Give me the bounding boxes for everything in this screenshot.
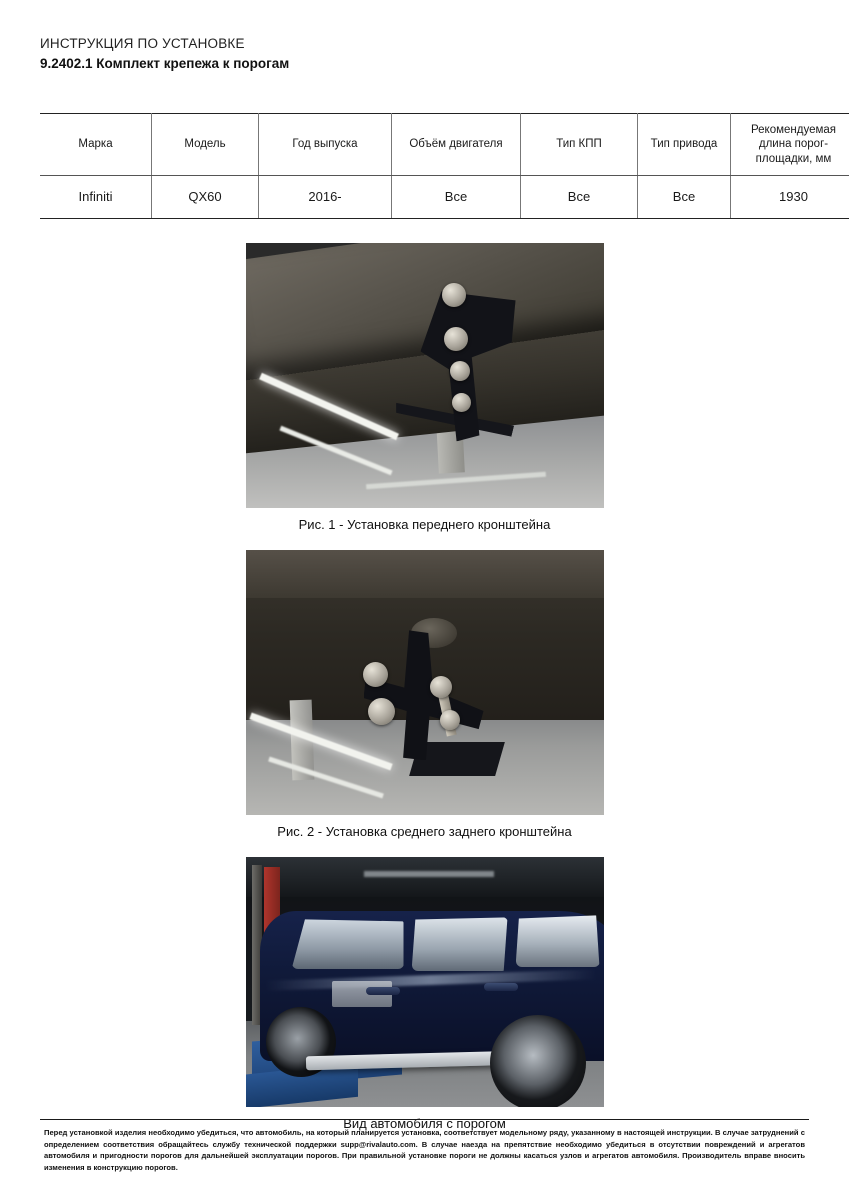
figure-list [40,243,809,1137]
figure-2-caption: Рис. 2 - Установка среднего заднего кронштейна [277,824,572,840]
table-header-cell-engine: Объём двигателя [392,114,521,176]
table-cell-model: QX60 [152,176,259,219]
photo2-bolt-3 [430,676,452,698]
photo3-wheel-front [490,1015,586,1107]
figure-3 [246,857,604,1137]
table-header-cell-length: Рекомендуемая длина порог-площадки, мм [731,114,849,176]
table-header-cell-transmission: Тип КПП [521,114,638,176]
figure-2 [246,550,604,845]
photo3-door-handle-rear [366,987,400,995]
table-cell-year: 2016- [259,176,392,219]
footer-disclaimer: Перед установкой изделия необходимо убедиться, что автомобиль, на который планируется установка, соответствует модельному ряду, указанному в настоящей инструкции. В случае затруднений с определением соответствия обращайтесь службу технической поддержки supp@rivalauto.com. В случае наезда на препятствие необходимо убедиться в отсутствии повреждений и агрегатов автомобиля и пригодности порогов для дальнейшей эксплуатации порогов. При правильной установке пороги не должны касаться узлов и агрегатов автомобиля. Производитель вправе вносить изменения в конструкцию порогов. [44,1127,805,1173]
photo3-ceiling [246,857,604,897]
document-subtitle: 9.2402.1 Комплект крепежа к порогам [40,56,290,71]
photo3-ceiling-light [364,871,494,877]
photo2-bolt-1 [363,662,388,687]
table-header-cell-year: Год выпуска [259,114,392,176]
photo3-window-rear [292,919,404,969]
table-cell-length: 1930 [731,176,849,219]
figure-1 [246,243,604,538]
photo1-bolt-4 [452,393,471,412]
table-header-cell-drive: Тип привода [638,114,731,176]
table-row [40,176,849,219]
figure-2-photo [246,550,604,815]
table-cell-marka: Infiniti [40,176,152,219]
footer-divider [40,1119,809,1120]
photo3-door-handle-front [484,983,518,991]
specification-table [40,113,849,219]
photo1-bolt-1 [442,283,466,307]
table-header-cell-model: Модель [152,114,259,176]
table-cell-transmission: Все [521,176,638,219]
table-header-row [40,114,849,176]
document-title: ИНСТРУКЦИЯ ПО УСТАНОВКЕ [40,36,245,51]
figure-1-caption: Рис. 1 - Установка переднего кронштейна [298,517,551,533]
photo2-underbody-band [246,550,604,598]
photo1-bolt-3 [450,361,470,381]
photo2-bolt-2 [368,698,395,725]
photo3-window-middle [412,917,508,971]
figure-3-caption: Вид автомобиля с порогом [343,1116,506,1132]
photo1-bolt-2 [444,327,468,351]
table-cell-engine: Все [392,176,521,219]
table-cell-drive: Все [638,176,731,219]
figure-1-photo [246,243,604,508]
table-header-cell-marka: Марка [40,114,152,176]
photo2-bolt-4 [440,710,460,730]
figure-3-photo [246,857,604,1107]
document-header [40,0,809,71]
photo3-window-front [516,915,600,967]
document-footer [40,1119,809,1174]
